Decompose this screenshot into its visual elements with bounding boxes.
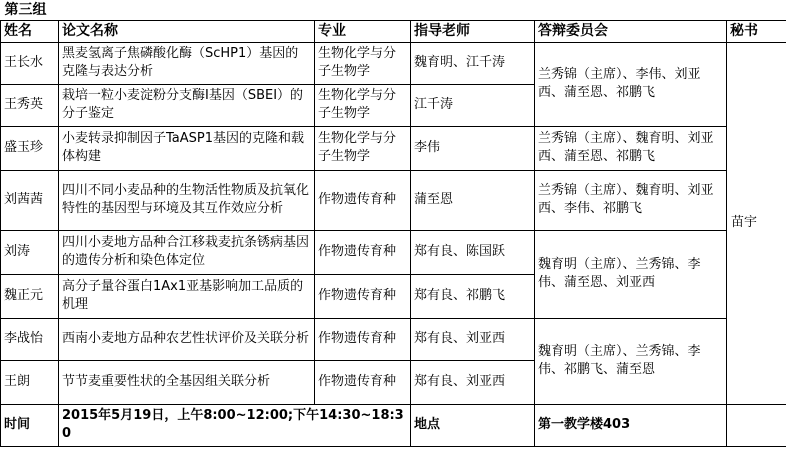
advisor: 李伟 [411,126,535,170]
table-row [1,230,786,274]
committee: 魏育明（主席）、兰秀锦、李伟、祁鹏飞、蒲至恩 [535,318,727,404]
header-title: 论文名称 [59,20,315,42]
committee: 魏育明（主席）、兰秀锦、李伟、蒲至恩、刘亚西 [535,230,727,318]
thesis-title: 四川不同小麦品种的生物活性物质及抗氧化特性的基因型与环境及其互作效应分析 [59,170,315,230]
major: 作物遗传育种 [315,318,411,360]
major: 生物化学与分子生物学 [315,126,411,170]
student-name: 王秀英 [1,84,59,126]
major: 作物遗传育种 [315,360,411,404]
footer-row [1,404,786,446]
thesis-title: 四川小麦地方品种合江移栽麦抗条锈病基因的遗传分析和染色体定位 [59,230,315,274]
place-label: 地点 [411,404,535,446]
table-row [1,42,786,84]
advisor: 郑有良、陈国跃 [411,230,535,274]
major: 作物遗传育种 [315,170,411,230]
committee: 兰秀锦（主席）、李伟、刘亚西、蒲至恩、祁鹏飞 [535,42,727,126]
student-name: 盛玉珍 [1,126,59,170]
committee: 兰秀锦（主席）、魏育明、刘亚西、李伟、祁鹏飞 [535,170,727,230]
place-value: 第一教学楼403 [535,404,727,446]
thesis-title: 黑麦氢离子焦磷酸化酶（ScHP1）基因的克隆与表达分析 [59,42,315,84]
time-value: 2015年5月19日，上午8:00~12:00;下午14:30~18:30 [59,404,411,446]
student-name: 王长水 [1,42,59,84]
student-name: 王朗 [1,360,59,404]
thesis-title: 栽培一粒小麦淀粉分支酶I基因（SBEI）的分子鉴定 [59,84,315,126]
thesis-title: 西南小麦地方品种农艺性状评价及关联分析 [59,318,315,360]
time-label: 时间 [1,404,59,446]
thesis-title: 小麦转录抑制因子TaASP1基因的克隆和载体构建 [59,126,315,170]
header-major: 专业 [315,20,411,42]
student-name: 刘涛 [1,230,59,274]
header-advisor: 指导老师 [411,20,535,42]
student-name: 李战怡 [1,318,59,360]
major: 生物化学与分子生物学 [315,84,411,126]
student-name: 刘茜茜 [1,170,59,230]
committee: 兰秀锦（主席）、魏育明、刘亚西、蒲至恩、祁鹏飞 [535,126,727,170]
header-secretary: 秘书 [727,20,786,42]
thesis-title: 高分子量谷蛋白1Ax1亚基影响加工品质的机理 [59,274,315,318]
advisor: 魏育明、江千涛 [411,42,535,84]
header-committee: 答辩委员会 [535,20,727,42]
advisor: 郑有良、刘亚西 [411,360,535,404]
thesis-title: 节节麦重要性状的全基因组关联分析 [59,360,315,404]
advisor: 郑有良、祁鹏飞 [411,274,535,318]
header-row [1,20,786,42]
major: 作物遗传育种 [315,230,411,274]
student-name: 魏正元 [1,274,59,318]
footer-empty-cell [727,404,786,446]
advisor: 江千涛 [411,84,535,126]
table-row [1,318,786,360]
major: 生物化学与分子生物学 [315,42,411,84]
advisor: 郑有良、刘亚西 [411,318,535,360]
header-name: 姓名 [1,20,59,42]
secretary: 苗宇 [727,42,786,404]
advisor: 蒲至恩 [411,170,535,230]
table-row [1,126,786,170]
major: 作物遗传育种 [315,274,411,318]
group-title: 第三组 [1,0,786,20]
table-row [1,170,786,230]
